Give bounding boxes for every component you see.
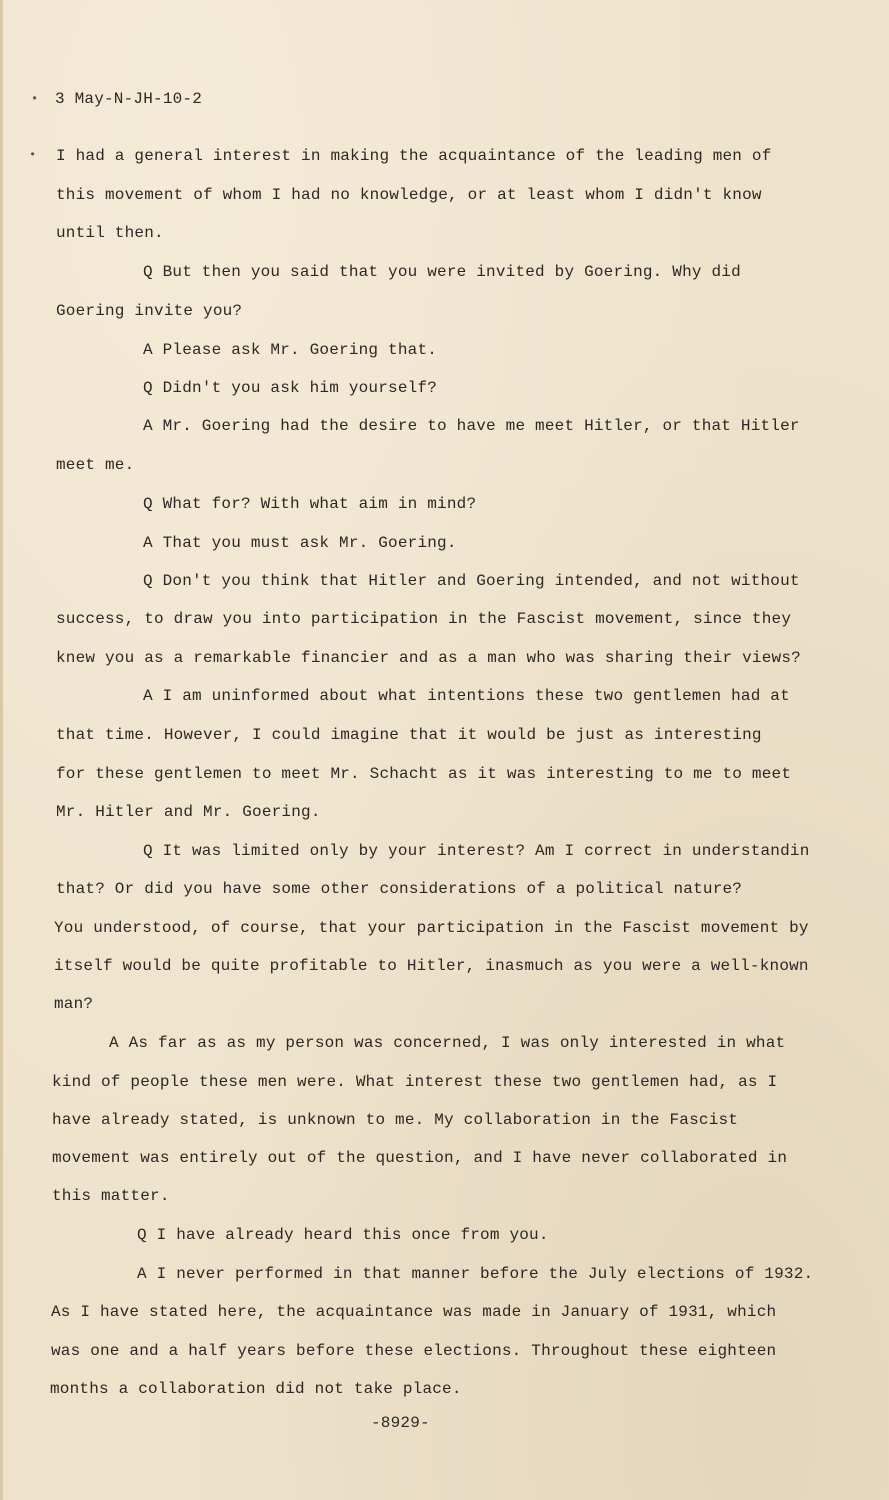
text-line: Q But then you said that you were invited by Goering. Why did (143, 263, 741, 281)
margin-mark: • (31, 92, 39, 106)
text-line: that time. However, I could imagine that it would be just as interesting (56, 726, 762, 744)
text-line: for these gentlemen to meet Mr. Schacht as it was interesting to me to meet (56, 765, 792, 783)
text-line: that? Or did you have some other considerations of a political nature? (56, 880, 743, 898)
text-line: Mr. Hitler and Mr. Goering. (56, 803, 321, 821)
text-line: Q Didn't you ask him yourself? (143, 379, 438, 397)
text-line: success, to draw you into participation in the Fascist movement, since they (56, 610, 792, 628)
text-line: You understood, of course, that your participation in the Fascist movement by (54, 919, 809, 937)
text-line: this movement of whom I had no knowledge, or at least whom I didn't know (56, 186, 762, 204)
text-line: have already stated, is unknown to me. My collaboration in the Fascist (52, 1111, 739, 1129)
text-line: A That you must ask Mr. Goering. (143, 534, 457, 552)
text-line: Q I have already heard this once from you. (137, 1226, 549, 1244)
text-line: A As far as as my person was concerned, I was only interested in what (109, 1034, 786, 1052)
text-line: meet me. (56, 456, 135, 474)
text-line: knew you as a remarkable financier and as a man who was sharing their views? (56, 649, 801, 667)
text-line: Q What for? With what aim in mind? (143, 495, 477, 513)
margin-mark: • (29, 148, 37, 162)
text-line: A I never performed in that manner before the July elections of 1932. (137, 1265, 814, 1283)
text-line: Q It was limited only by your interest? Am I correct in understandin (143, 842, 810, 860)
text-line: man? (54, 995, 94, 1013)
text-line: was one and a half years before these elections. Throughout these eighteen (51, 1342, 777, 1360)
text-line: this matter. (52, 1187, 170, 1205)
text-line: kind of people these men were. What interest these two gentlemen had, as I (52, 1073, 778, 1091)
document-reference: 3 May-N-JH-10-2 (55, 90, 203, 108)
text-line: A Please ask Mr. Goering that. (143, 341, 438, 359)
text-line: I had a general interest in making the acquaintance of the leading men of (56, 147, 772, 165)
text-line: As I have stated here, the acquaintance was made in January of 1931, which (51, 1303, 777, 1321)
page-number: -8929- (371, 1414, 430, 1432)
text-line: itself would be quite profitable to Hitler, inasmuch as you were a well-known (54, 957, 809, 975)
text-line: Goering invite you? (56, 302, 243, 320)
text-line: A Mr. Goering had the desire to have me meet Hitler, or that Hitler (143, 417, 800, 435)
text-line: movement was entirely out of the question, and I have never collaborated in (52, 1149, 788, 1167)
text-line: A I am uninformed about what intentions these two gentlemen had at (143, 687, 790, 705)
text-line: months a collaboration did not take place. (50, 1380, 462, 1398)
text-line: Q Don't you think that Hitler and Goering intended, and not without (143, 572, 800, 590)
text-line: until then. (56, 224, 164, 242)
